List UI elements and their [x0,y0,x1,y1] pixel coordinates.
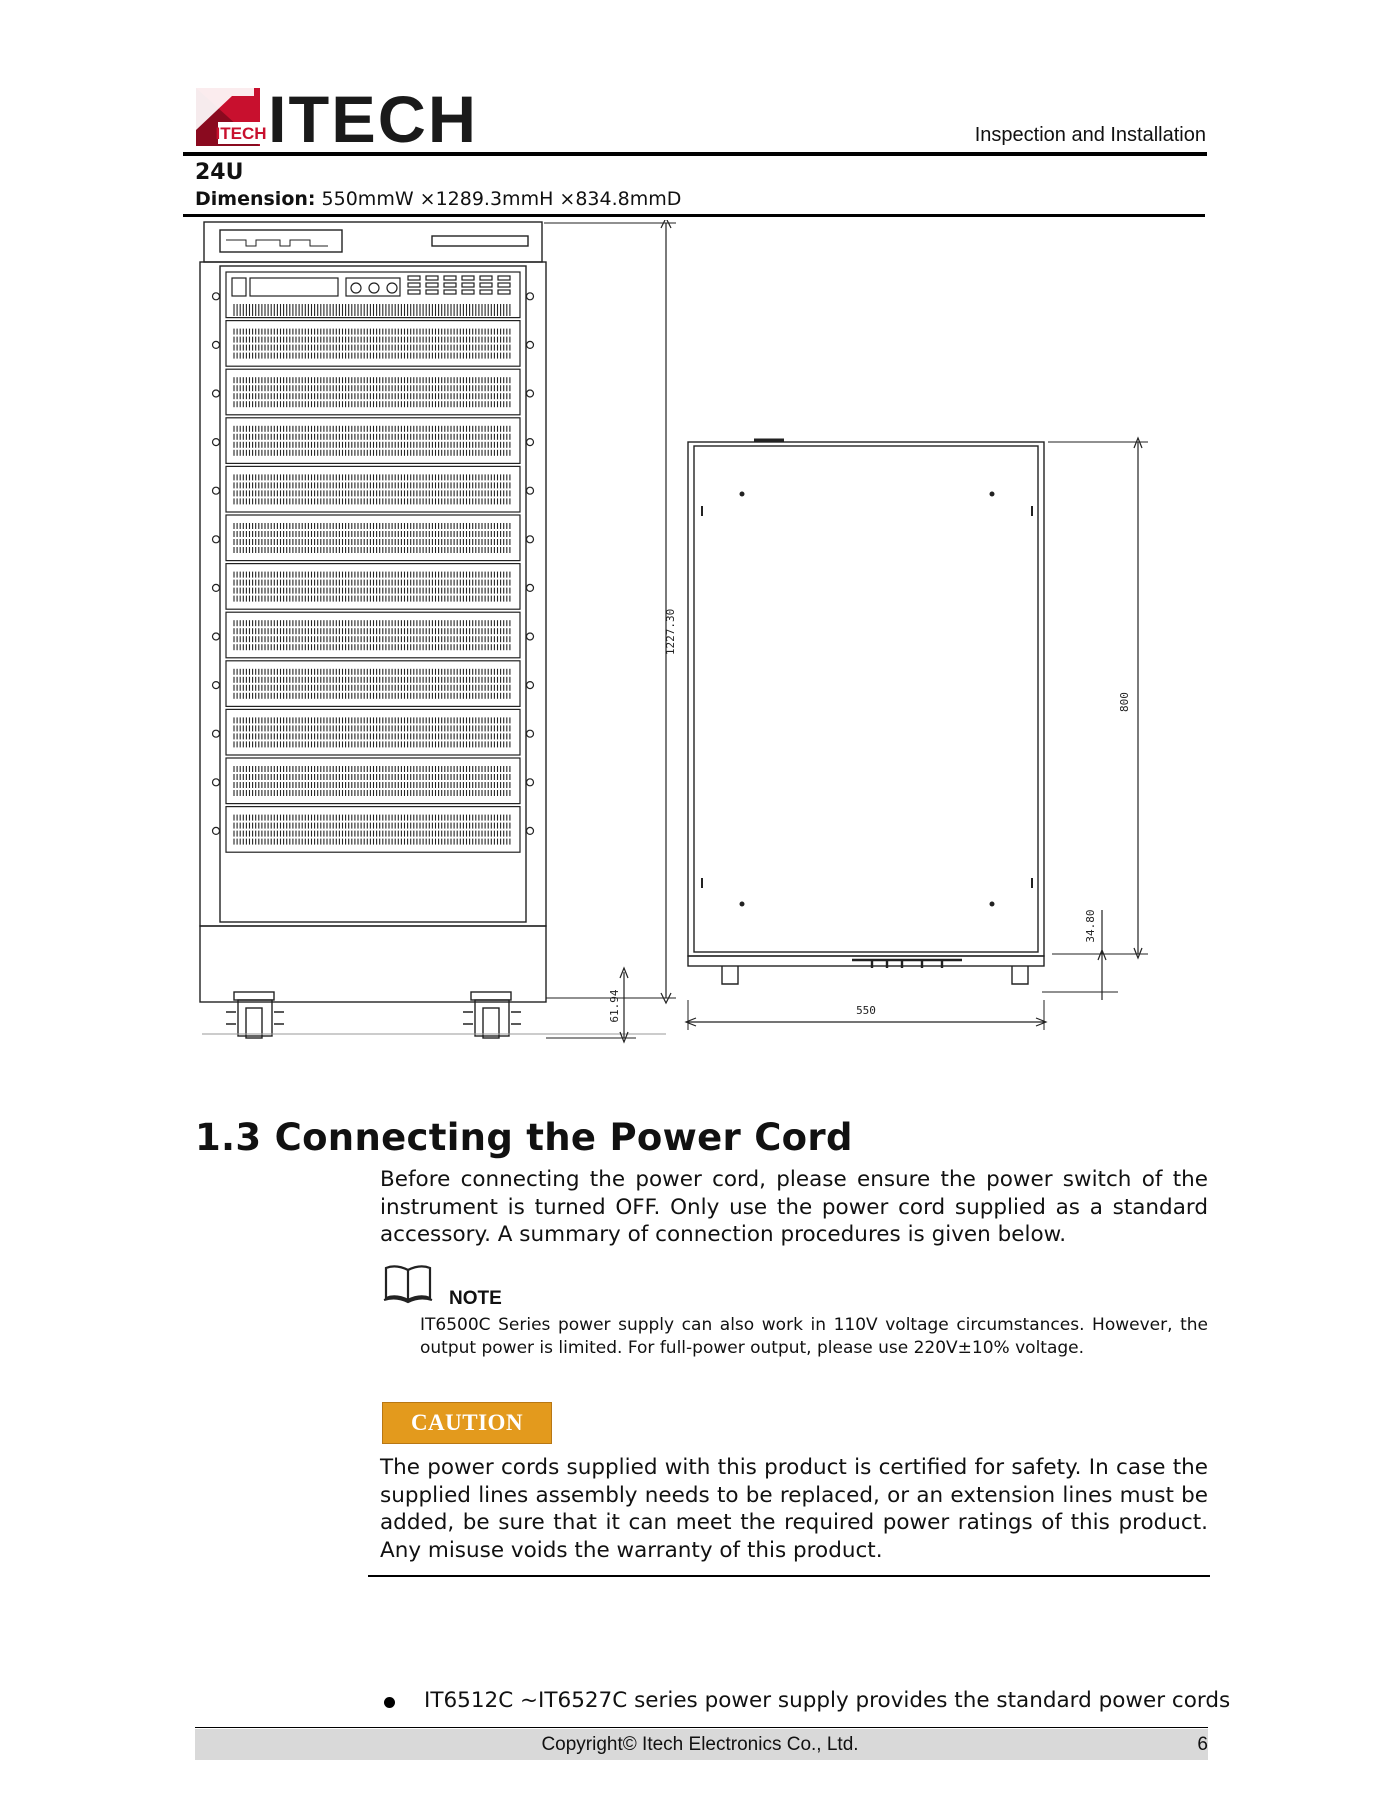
logo-badge-text: ITECH [215,124,267,143]
bullet-item: IT6512C ~IT6527C series power supply provides the standard power cords [424,1688,1231,1713]
header-rule [183,152,1207,156]
caution-badge: CAUTION [382,1402,552,1444]
caution-rule [368,1575,1210,1577]
footer-copyright: Copyright© Itech Electronics Co., Ltd. [541,1734,859,1755]
front-view-drawing [196,220,686,1060]
section-heading: 1.3 Connecting the Power Cord [195,1116,853,1159]
dimension-value: 550mmW ×1289.3mmH ×834.8mmD [321,188,682,210]
note-label: NOTE [449,1288,502,1309]
itech-logo [196,86,481,148]
dimension-rule [183,214,1205,217]
side-width-label: 550 [856,1004,876,1017]
book-icon [382,1262,434,1304]
footer-rule [195,1727,1208,1728]
side-depth-label: 800 [1118,692,1131,712]
size-label: 24U [195,160,244,185]
front-height-label: 1227.30 [664,608,677,656]
side-view-drawing [682,430,1152,1050]
caution-paragraph: The power cords supplied with this product is certified for safety. In case the supplied lines assembly needs to be replaced, or an extension lines must be added, be sure that it can meet the required power ratings of this product. Any misuse voids the warranty of this product. [380,1455,1208,1563]
section-title: Inspection and Installation [974,124,1206,146]
base-height-label: 61.94 [608,989,621,1023]
note-text: IT6500C Series power supply can also work in 110V voltage circumstances. However, the output power is limited. For full-power output, please use 220V±10% voltage. [420,1315,1208,1358]
intro-paragraph: Before connecting the power cord, please ensure the power switch of the instrument is turned OFF. Only use the power cord supplied as a standard accessory. A summary of connection procedures is given below. [380,1167,1208,1247]
logo-wordmark: ITECH [268,86,478,148]
bullet-dot [384,1697,395,1708]
dimension-label: Dimension: [195,188,316,210]
side-base-label: 34.80 [1084,909,1097,943]
dimension-line [195,188,681,210]
page-number: 6 [1197,1734,1208,1755]
